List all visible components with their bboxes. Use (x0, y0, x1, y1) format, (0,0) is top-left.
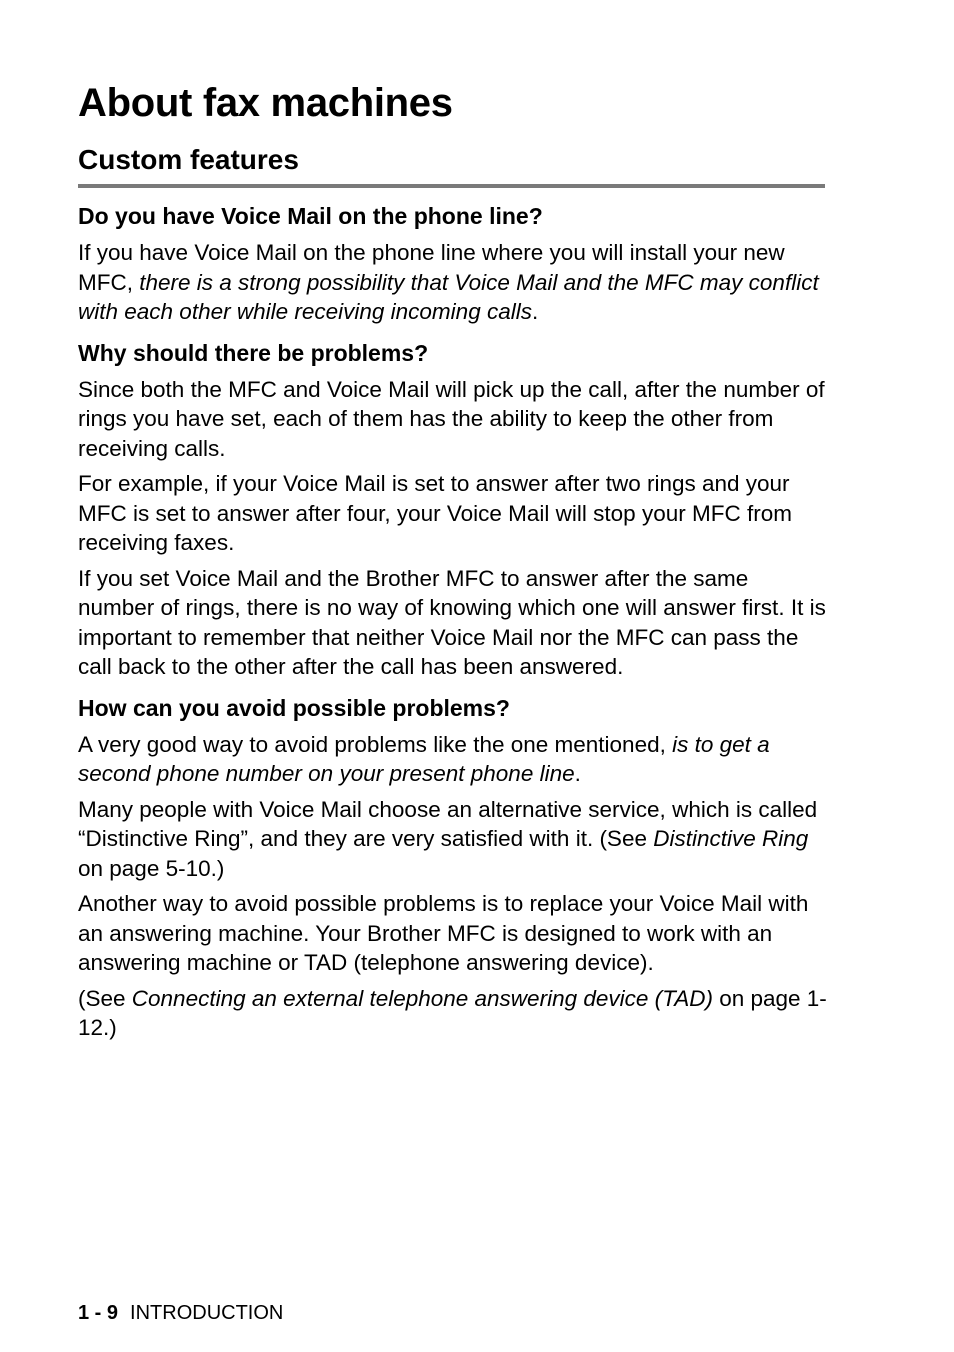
paragraph-text: on page 5-10.) (78, 855, 225, 881)
paragraph-text: (See (78, 985, 132, 1011)
page-title: About fax machines (78, 81, 453, 125)
subheading-avoid-problems: How can you avoid possible problems? (78, 694, 510, 721)
page-content (78, 78, 828, 1049)
paragraph-text: If you have Voice Mail on the phone line where you will install your new MFC, (78, 240, 785, 295)
paragraph-emphasis: is to get a second phone number on your present phone line (78, 731, 770, 786)
paragraph: For example, if your Voice Mail is set to answer after two rings and your MFC is set to answer after four, your Voice Mail will stop your MFC from receiving faxes. (78, 471, 792, 555)
paragraph: Since both the MFC and Voice Mail will pick up the call, after the number of rings you have set, each of them has the ability to keep the other from receiving calls. (78, 376, 825, 461)
cross-reference: Connecting an external telephone answering device (TAD) (131, 985, 713, 1011)
paragraph-text: A very good way to avoid problems like the one mentioned, (78, 731, 673, 757)
paragraph: Another way to avoid possible problems is to replace your Voice Mail with an answering machine. Your Brother MFC is designed to work with an answering machine or TAD (telephone answering device). (78, 891, 809, 975)
paragraph-text: . (574, 761, 581, 786)
paragraph-emphasis: there is a strong possibility that Voice Mail and the MFC may conflict with each other while receiving incoming calls (78, 269, 819, 324)
cross-reference: Distinctive Ring (653, 826, 809, 851)
paragraph (78, 795, 828, 884)
paragraph-text: . (531, 299, 539, 324)
paragraph (78, 238, 828, 327)
paragraph-text: on page 1-12.) (78, 985, 827, 1040)
subheading-why-problems: Why should there be problems? (78, 339, 429, 366)
section-title: Custom features (78, 144, 299, 175)
paragraph (78, 984, 828, 1043)
subheading-voice-mail: Do you have Voice Mail on the phone line? (78, 203, 543, 229)
paragraph-text: Many people with Voice Mail choose an alternative service, which is called “Distinctive Ring”, and they are very satisfied with it. (See (78, 796, 818, 851)
paragraph (78, 730, 828, 789)
chapter-name: INTRODUCTION (130, 1302, 284, 1324)
page-footer (78, 1301, 283, 1325)
paragraph: If you set Voice Mail and the Brother MFC to answer after the same number of rings, there is no way of knowing which one will answer first. It is important to remember that neither Voice Mail nor the MFC can pass the call back to the other after the call has been answered. (78, 565, 826, 679)
section-divider (78, 184, 825, 188)
page-number: 1 - 9 (78, 1302, 119, 1324)
